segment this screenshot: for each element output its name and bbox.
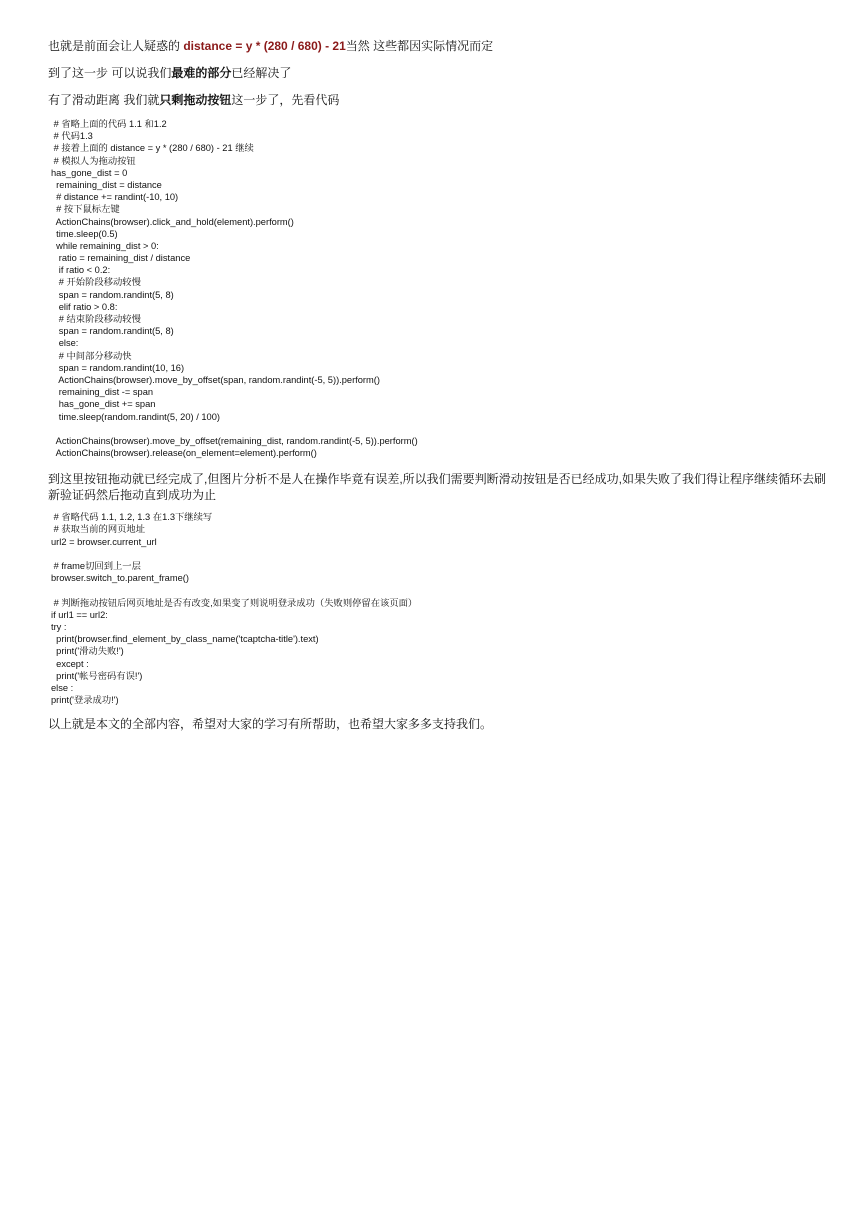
code-line	[51, 584, 828, 596]
code-line: if ratio < 0.2:	[51, 265, 111, 276]
code-line: try :	[51, 621, 67, 632]
emphasis-text: 最难的部分	[171, 66, 232, 80]
code-line: # 代码1.3	[51, 131, 93, 142]
code-line: # distance += randint(-10, 10)	[51, 192, 179, 203]
code-line: ActionChains(browser).release(on_element=element).perform()	[51, 448, 317, 459]
paragraph-drag-intro	[48, 92, 828, 108]
code-line: # 模拟人为拖动按钮	[51, 155, 136, 166]
code-line: # 结束阶段移动较慢	[51, 314, 141, 324]
code-line: # 判断拖动按钮后网页地址是否有改变,如果变了则说明登录成功（失败则停留在该页面）	[51, 597, 418, 608]
code-line: has_gone_dist = 0	[51, 167, 128, 178]
code-line: has_gone_dist += span	[51, 399, 156, 410]
code-block-drag	[51, 118, 828, 459]
code-line: # 中间部分移动快	[51, 350, 132, 361]
code-line	[51, 548, 828, 560]
code-line: time.sleep(0.5)	[51, 228, 118, 239]
code-line: remaining_dist -= span	[51, 387, 154, 398]
code-line: span = random.randint(10, 16)	[51, 362, 185, 373]
code-line: elif ratio > 0.8:	[51, 301, 118, 312]
code-line: except :	[51, 658, 89, 669]
code-line: remaining_dist = distance	[51, 179, 162, 190]
code-line: # 开始阶段移动较慢	[51, 277, 141, 288]
code-line: browser.switch_to.parent_frame()	[51, 573, 189, 584]
paragraph-text: 也就是前面会让人疑惑的	[48, 39, 184, 53]
code-line: time.sleep(random.randint(5, 20) / 100)	[51, 411, 220, 422]
paragraph-text: 当然 这些都因实际情况而定	[345, 39, 494, 53]
code-line: print('帐号密码有误!')	[51, 670, 143, 681]
paragraph-closing: 以上就是本文的全部内容，希望对大家的学习有所帮助，也希望大家多多支持我们。	[48, 717, 493, 732]
paragraph-verify-note: 到这里按钮拖动就已经完成了,但图片分析不是人在操作毕竟有误差,所以我们需要判断滑动按钮是否已经成功,如果失败了我们得让程序继续循环去刷新验证码然后拖动直到成功为止	[48, 472, 827, 503]
code-line: ActionChains(browser).click_and_hold(element).perform()	[51, 216, 294, 227]
code-line: url2 = browser.current_url	[51, 536, 157, 547]
paragraph-text: 有了滑动距离 我们就	[48, 93, 160, 107]
document-page	[48, 38, 828, 732]
code-line: else:	[51, 338, 79, 349]
code-line: ActionChains(browser).move_by_offset(span, random.randint(-5, 5)).perform()	[51, 374, 380, 385]
distance-formula: distance = y * (280 / 680) - 21	[183, 39, 346, 53]
code-line: else :	[51, 682, 74, 693]
paragraph-text: 已经解决了	[231, 66, 292, 80]
code-line: while remaining_dist > 0:	[51, 240, 159, 251]
code-line: # 接着上面的 distance = y * (280 / 680) - 21 继续	[51, 143, 254, 154]
code-line: span = random.randint(5, 8)	[51, 326, 174, 337]
code-block-check-login	[51, 511, 828, 706]
code-line: ActionChains(browser).move_by_offset(remaining_dist, random.randint(-5, 5)).perform()	[51, 435, 418, 446]
code-line: # frame切回到上一层	[51, 561, 141, 571]
paragraph-distance-note	[48, 38, 828, 54]
code-line	[51, 423, 828, 435]
paragraph-text: 这一步了，先看代码	[231, 93, 340, 107]
code-line: print('滑动失败!')	[51, 646, 124, 657]
code-line: # 获取当前的网页地址	[51, 524, 146, 535]
paragraph-text: 到了这一步 可以说我们	[48, 66, 172, 80]
code-line: # 按下鼠标左键	[51, 204, 120, 215]
code-line: print(browser.find_element_by_class_name('tcaptcha-title').text)	[51, 634, 319, 645]
code-line: if url1 == url2:	[51, 609, 108, 620]
paragraph-hardest-part	[48, 65, 828, 81]
code-line: ratio = remaining_dist / distance	[51, 253, 191, 264]
code-line: span = random.randint(5, 8)	[51, 289, 174, 300]
emphasis-text: 只剩拖动按钮	[159, 93, 232, 107]
code-line: # 省略上面的代码 1.1 和1.2	[51, 119, 167, 129]
code-line: print('登录成功!')	[51, 695, 119, 706]
code-line: # 省略代码 1.1, 1.2, 1.3 在1.3下继续写	[51, 512, 213, 523]
